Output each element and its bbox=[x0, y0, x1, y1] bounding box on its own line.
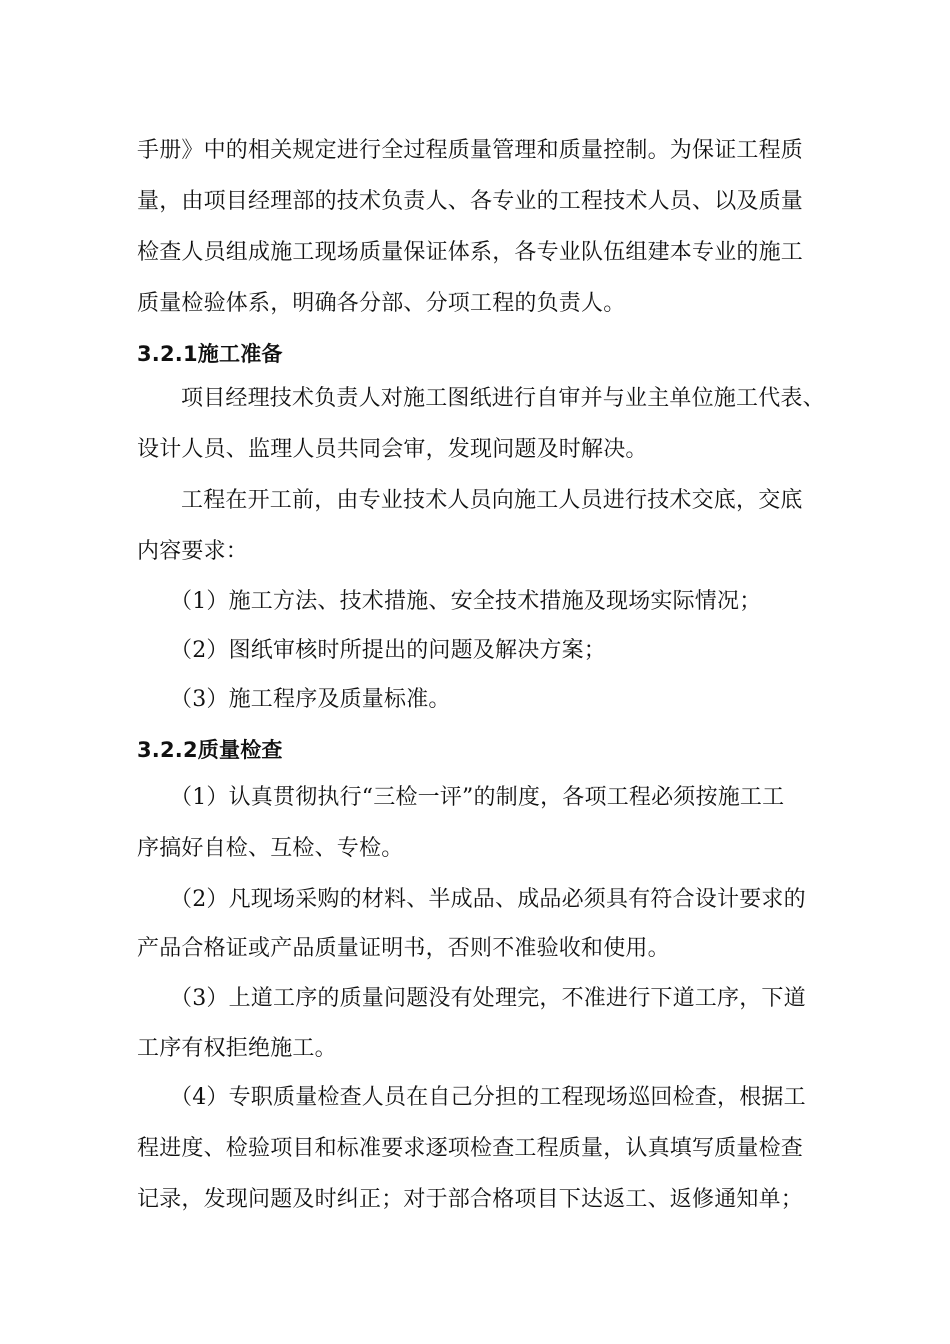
paragraph-line: 内容要求： bbox=[137, 539, 249, 564]
list-item-continuation: 序搞好自检、互检、专检。 bbox=[137, 836, 404, 861]
paragraph-line: 项目经理技术负责人对施工图纸进行自审并与业主单位施工代表、 bbox=[181, 386, 825, 411]
section-heading-3-2-1: 3.2.1施工准备 bbox=[137, 342, 283, 366]
list-item: （1）认真贯彻执行“三检一评”的制度，各项工程必须按施工工 bbox=[170, 785, 785, 810]
intro-line: 量，由项目经理部的技术负责人、各专业的工程技术人员、以及质量 bbox=[137, 189, 804, 214]
list-item-continuation: 工序有权拒绝施工。 bbox=[137, 1036, 337, 1061]
paragraph-line: 工程在开工前，由专业技术人员向施工人员进行技术交底，交底 bbox=[181, 488, 803, 513]
section-heading-3-2-2: 3.2.2质量检查 bbox=[137, 738, 283, 762]
list-item: （1）施工方法、技术措施、安全技术措施及现场实际情况； bbox=[170, 589, 762, 614]
list-item-continuation: 程进度、检验项目和标准要求逐项检查工程质量，认真填写质量检查 bbox=[137, 1136, 804, 1161]
intro-line: 检查人员组成施工现场质量保证体系，各专业队伍组建本专业的施工 bbox=[137, 240, 804, 265]
paragraph-line: 设计人员、监理人员共同会审，发现问题及时解决。 bbox=[137, 437, 648, 462]
intro-line: 质量检验体系，明确各分部、分项工程的负责人。 bbox=[137, 291, 626, 316]
list-item-continuation: 产品合格证或产品质量证明书，否则不准验收和使用。 bbox=[137, 936, 670, 961]
list-item-continuation: 记录，发现问题及时纠正；对于部合格项目下达返工、返修通知单； bbox=[137, 1187, 804, 1212]
list-item: （2）图纸审核时所提出的问题及解决方案； bbox=[170, 638, 606, 663]
list-item: （2）凡现场采购的材料、半成品、成品必须具有符合设计要求的 bbox=[170, 887, 806, 912]
list-item: （4）专职质量检查人员在自己分担的工程现场巡回检查，根据工 bbox=[170, 1085, 806, 1110]
list-item: （3）施工程序及质量标准。 bbox=[170, 687, 451, 712]
list-item: （3）上道工序的质量问题没有处理完，不准进行下道工序，下道 bbox=[170, 986, 806, 1011]
intro-line: 手册》中的相关规定进行全过程质量管理和质量控制。为保证工程质 bbox=[137, 138, 804, 163]
